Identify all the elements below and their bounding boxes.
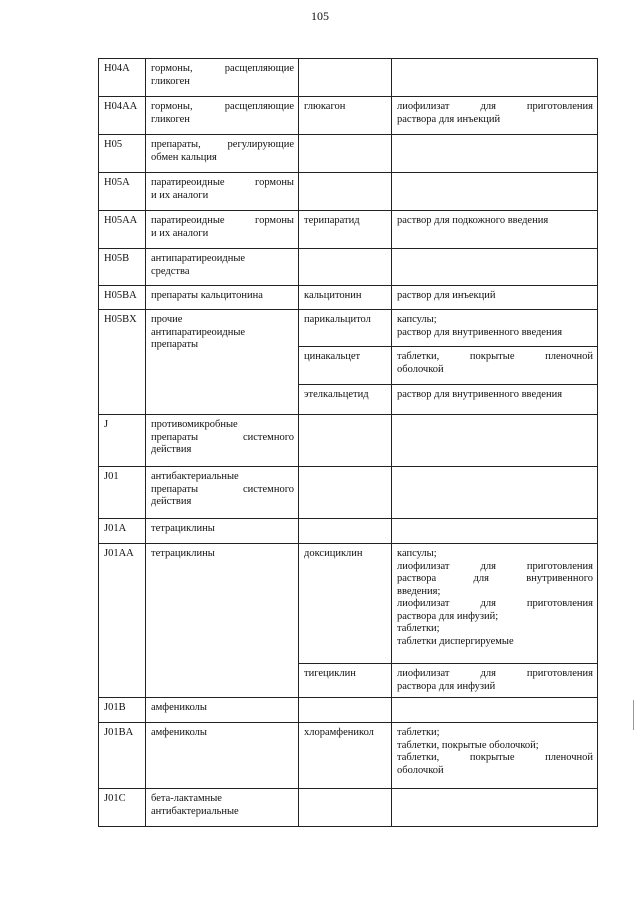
page-number: 105	[311, 9, 329, 23]
atc-group-name-cell	[146, 544, 299, 698]
table-row	[99, 698, 598, 723]
text-line: обмен кальция	[151, 151, 217, 163]
atc-group-name-cell	[146, 211, 299, 249]
table-row	[99, 211, 598, 249]
text-line: таблетки;	[397, 623, 440, 634]
text-line: антипаратиреоидные	[151, 253, 246, 264]
text-line: тетрациклины	[151, 523, 215, 534]
dosage-form-cell	[392, 286, 598, 310]
text-line: раствор для внутривенного введения	[397, 326, 563, 338]
substance-name-cell: тигециклин	[299, 664, 392, 698]
table-row	[99, 249, 598, 286]
substance-name-cell	[299, 59, 392, 97]
substance-name-cell	[299, 249, 392, 286]
atc-code-cell: H04A	[99, 59, 146, 97]
dosage-form-cell	[392, 211, 598, 249]
substance-name-cell	[299, 789, 392, 827]
text-line: и их аналоги	[151, 189, 209, 201]
dosage-form-cell	[392, 664, 598, 698]
margin-mark	[633, 700, 634, 730]
text-line: амфениколы	[151, 727, 207, 738]
atc-group-name-cell	[146, 135, 299, 173]
dosage-form-cell	[392, 249, 598, 286]
table-row	[99, 310, 598, 347]
text-line: таблетки диспергируемые	[397, 635, 514, 647]
substance-name-cell: кальцитонин	[299, 286, 392, 310]
substance-name-cell: этелкальцетид	[299, 385, 392, 415]
atc-group-name-cell	[146, 415, 299, 467]
atc-code-cell: H05AA	[99, 211, 146, 249]
text-line: противомикробные	[151, 419, 238, 430]
atc-code-cell: J01A	[99, 519, 146, 544]
table-row	[99, 544, 598, 664]
atc-code-cell: H05A	[99, 173, 146, 211]
substance-name-cell	[299, 519, 392, 544]
text-line: таблетки, покрытые пленочной	[397, 351, 593, 362]
table-row	[99, 173, 598, 211]
table-row	[99, 97, 598, 135]
substance-name-cell	[299, 173, 392, 211]
substance-name-cell	[299, 135, 392, 173]
text-line: введения;	[397, 585, 441, 597]
atc-code-cell: J	[99, 415, 146, 467]
atc-code-cell: J01B	[99, 698, 146, 723]
text-line: антипаратиреоидные	[151, 326, 246, 338]
dosage-form-cell	[392, 723, 598, 789]
dosage-form-cell	[392, 59, 598, 97]
atc-group-name-cell	[146, 698, 299, 723]
substance-name-cell: глюкагон	[299, 97, 392, 135]
dosage-form-cell	[392, 467, 598, 519]
substance-name-cell: цинакальцет	[299, 347, 392, 385]
substance-name-cell: хлорамфеникол	[299, 723, 392, 789]
substance-name-cell	[299, 467, 392, 519]
atc-group-name-cell	[146, 97, 299, 135]
text-line: лиофилизат для приготовления	[397, 598, 593, 609]
text-line: и их аналоги	[151, 227, 209, 239]
table-row	[99, 723, 598, 789]
text-line: раствора для инфузий;	[397, 610, 499, 622]
text-line: оболочкой	[397, 363, 444, 375]
text-line: действия	[151, 496, 192, 507]
text-line: средства	[151, 265, 190, 277]
text-line: раствора для внутривенного	[397, 573, 593, 584]
text-line: действия	[151, 444, 192, 455]
substance-name-cell: парикальцитол	[299, 310, 392, 347]
atc-code-cell: J01	[99, 467, 146, 519]
atc-group-name-cell	[146, 789, 299, 827]
atc-code-cell: H04AA	[99, 97, 146, 135]
text-line: гликоген	[151, 75, 190, 87]
dosage-form-cell	[392, 544, 598, 664]
substance-name-cell: доксициклин	[299, 544, 392, 664]
atc-group-name-cell	[146, 467, 299, 519]
text-line: паратиреоидные гормоны	[151, 177, 294, 188]
text-line: капсулы;	[397, 548, 437, 559]
dosage-form-cell	[392, 173, 598, 211]
table-row	[99, 59, 598, 97]
text-line: раствор для инъекций	[397, 290, 496, 301]
text-line: антибактериальные	[151, 805, 239, 817]
text-line: препараты кальцитонина	[151, 290, 263, 301]
text-line: препараты системного	[151, 483, 294, 495]
table-row	[99, 789, 598, 827]
dosage-form-cell	[392, 310, 598, 347]
text-line: лиофилизат для приготовления	[397, 560, 593, 572]
atc-group-name-cell	[146, 310, 299, 415]
text-line: препараты	[151, 339, 199, 350]
substance-name-cell	[299, 415, 392, 467]
dosage-form-cell	[392, 698, 598, 723]
atc-group-name-cell	[146, 59, 299, 97]
dosage-form-cell	[392, 97, 598, 135]
substance-name-cell	[299, 698, 392, 723]
table-row	[99, 467, 598, 519]
text-line: раствор для подкожного введения	[397, 215, 549, 226]
text-line: лиофилизат для приготовления	[397, 101, 593, 112]
dosage-form-cell	[392, 347, 598, 385]
table-row	[99, 135, 598, 173]
text-line: препараты системного	[151, 431, 294, 443]
text-line: таблетки, покрытые оболочкой;	[397, 739, 539, 751]
text-line: таблетки, покрытые пленочной	[397, 752, 593, 763]
text-line: гормоны, расщепляющие	[151, 63, 294, 74]
text-line: гликоген	[151, 113, 190, 125]
atc-group-name-cell	[146, 286, 299, 310]
atc-code-cell: J01AA	[99, 544, 146, 698]
table-row	[99, 519, 598, 544]
table-row	[99, 415, 598, 467]
atc-code-cell: H05BX	[99, 310, 146, 415]
atc-code-cell: J01BA	[99, 723, 146, 789]
substance-name-cell: терипаратид	[299, 211, 392, 249]
dosage-form-cell	[392, 135, 598, 173]
text-line: паратиреоидные гормоны	[151, 215, 294, 226]
atc-group-name-cell	[146, 723, 299, 789]
text-line: прочие	[151, 314, 183, 325]
atc-code-cell: H05	[99, 135, 146, 173]
text-line: раствор для внутривенного введения	[397, 389, 563, 400]
text-line: раствора для инъекций	[397, 113, 501, 125]
atc-group-name-cell	[146, 519, 299, 544]
drug-classification-table	[98, 58, 598, 827]
table-row	[99, 286, 598, 310]
text-line: гормоны, расщепляющие	[151, 101, 294, 112]
text-line: тетрациклины	[151, 548, 215, 559]
dosage-form-cell	[392, 789, 598, 827]
text-line: бета-лактамные	[151, 793, 222, 804]
dosage-form-cell	[392, 519, 598, 544]
text-line: препараты, регулирующие	[151, 139, 294, 150]
atc-code-cell: H05BA	[99, 286, 146, 310]
text-line: амфениколы	[151, 702, 207, 713]
text-line: капсулы;	[397, 314, 437, 325]
atc-group-name-cell	[146, 173, 299, 211]
text-line: оболочкой	[397, 764, 444, 776]
atc-group-name-cell	[146, 249, 299, 286]
dosage-form-cell	[392, 385, 598, 415]
atc-code-cell: J01C	[99, 789, 146, 827]
text-line: раствора для инфузий	[397, 680, 496, 692]
atc-code-cell: H05B	[99, 249, 146, 286]
text-line: антибактериальные	[151, 471, 239, 482]
dosage-form-cell	[392, 415, 598, 467]
text-line: таблетки;	[397, 727, 440, 738]
text-line: лиофилизат для приготовления	[397, 668, 593, 679]
